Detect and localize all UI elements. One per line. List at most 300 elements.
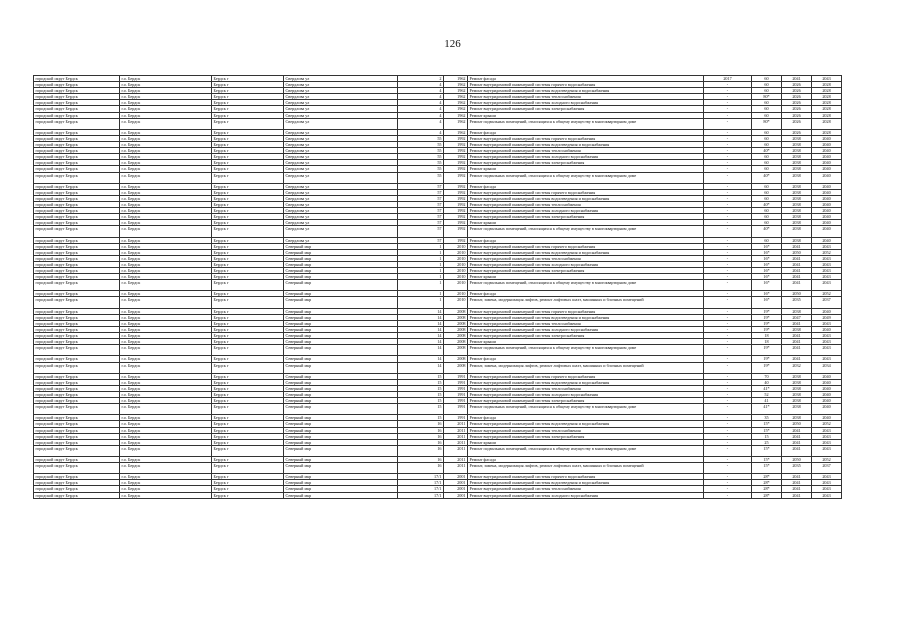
build-year-cell: 1992	[444, 195, 468, 201]
end-year-cell: 2040	[812, 208, 842, 214]
end-year-cell: 2037	[812, 463, 842, 474]
house-number-cell: 17/1	[398, 486, 444, 492]
house-number-cell: 1	[398, 261, 444, 267]
settlement-cell: г.о. Бердск	[120, 189, 212, 195]
end-year-cell: 2028	[812, 106, 842, 112]
house-number-cell: 14	[398, 326, 444, 332]
work-type-cell: Ремонт фасада	[468, 415, 704, 421]
work-type-cell: Ремонт подвальных помещений, относящихся к общему имуществу в многоквартирном доме	[468, 445, 704, 456]
end-year-cell: 2043	[812, 76, 842, 82]
settlement-cell: г.о. Бердск	[120, 457, 212, 463]
municipality-cell: городской округ Бердск	[34, 154, 120, 160]
locality-cell: Бердск г	[212, 480, 284, 486]
house-number-cell: 16	[398, 433, 444, 439]
work-type-cell: Ремонт внутридомовой инженерной системы водоотведения и водоснабжения	[468, 142, 704, 148]
house-number-cell: 1	[398, 255, 444, 261]
last-repair-year-cell: -	[704, 345, 752, 356]
end-year-cell: 2040	[812, 391, 842, 397]
work-type-cell: Ремонт внутридомовой инженерной системы теплоснабжения	[468, 201, 704, 207]
wear-percent-cell: 40*	[752, 172, 782, 183]
settlement-cell: г.о. Бердск	[120, 142, 212, 148]
locality-cell: Бердск г	[212, 486, 284, 492]
build-year-cell: 1962	[444, 94, 468, 100]
settlement-cell: г.о. Бердск	[120, 135, 212, 141]
start-year-cell: 2041	[782, 261, 812, 267]
table-row	[34, 280, 842, 291]
municipality-cell: городской округ Бердск	[34, 237, 120, 243]
work-type-cell: Ремонт фасада	[468, 457, 704, 463]
street-cell: Северный мкр	[284, 274, 398, 280]
wear-percent-cell: 16*	[752, 291, 782, 297]
last-repair-year-cell: -	[704, 404, 752, 415]
street-cell: Северный мкр	[284, 439, 398, 445]
build-year-cell: 1992	[444, 172, 468, 183]
last-repair-year-cell: -	[704, 255, 752, 261]
work-type-cell: Ремонт, замена, модернизация лифтов, ремонт лифтовых шахт, машинных и блочных помещений	[468, 463, 704, 474]
end-year-cell: 2040	[812, 160, 842, 166]
locality-cell: Бердск г	[212, 474, 284, 480]
house-number-cell: 4	[398, 106, 444, 112]
start-year-cell: 2047	[782, 314, 812, 320]
municipality-cell: городской округ Бердск	[34, 201, 120, 207]
start-year-cell: 2041	[782, 280, 812, 291]
settlement-cell: г.о. Бердск	[120, 214, 212, 220]
locality-cell: Бердск г	[212, 433, 284, 439]
work-type-cell: Ремонт внутридомовой инженерной системы горячего водоснабжения	[468, 373, 704, 379]
end-year-cell: 2043	[812, 433, 842, 439]
end-year-cell: 2040	[812, 195, 842, 201]
house-number-cell: 57	[398, 208, 444, 214]
house-number-cell: 4	[398, 94, 444, 100]
work-type-cell: Ремонт подвальных помещений, относящихся к общему имуществу в многоквартирном доме	[468, 345, 704, 356]
street-cell: Свердлова ул	[284, 195, 398, 201]
street-cell: Свердлова ул	[284, 106, 398, 112]
street-cell: Северный мкр	[284, 280, 398, 291]
house-number-cell: 55	[398, 172, 444, 183]
start-year-cell: 2038	[782, 166, 812, 172]
street-cell: Северный мкр	[284, 427, 398, 433]
street-cell: Свердлова ул	[284, 94, 398, 100]
wear-percent-cell: 15*	[752, 427, 782, 433]
last-repair-year-cell: -	[704, 379, 752, 385]
work-type-cell: Ремонт фасада	[468, 76, 704, 82]
municipality-cell: городской округ Бердск	[34, 249, 120, 255]
work-type-cell: Ремонт внутридомовой инженерной системы холодного водоснабжения	[468, 326, 704, 332]
wear-percent-cell: 35	[752, 415, 782, 421]
last-repair-year-cell: -	[704, 373, 752, 379]
last-repair-year-cell: -	[704, 160, 752, 166]
house-number-cell: 15	[398, 373, 444, 379]
locality-cell: Бердск г	[212, 339, 284, 345]
build-year-cell: 2010	[444, 255, 468, 261]
last-repair-year-cell: -	[704, 118, 752, 129]
end-year-cell: 2040	[812, 415, 842, 421]
municipality-cell: городской округ Бердск	[34, 356, 120, 362]
start-year-cell: 2041	[782, 486, 812, 492]
locality-cell: Бердск г	[212, 148, 284, 154]
work-type-cell: Ремонт внутридомовой инженерной системы теплоснабжения	[468, 427, 704, 433]
settlement-cell: г.о. Бердск	[120, 391, 212, 397]
end-year-cell: 2040	[812, 226, 842, 237]
end-year-cell: 2043	[812, 320, 842, 326]
locality-cell: Бердск г	[212, 362, 284, 373]
work-type-cell: Ремонт внутридомовой инженерной системы водоотведения и водоснабжения	[468, 421, 704, 427]
street-cell: Свердлова ул	[284, 118, 398, 129]
wear-percent-cell: 60	[752, 129, 782, 135]
house-number-cell: 1	[398, 243, 444, 249]
build-year-cell: 1962	[444, 112, 468, 118]
build-year-cell: 1992	[444, 220, 468, 226]
house-number-cell: 4	[398, 88, 444, 94]
last-repair-year-cell: -	[704, 154, 752, 160]
last-repair-year-cell: -	[704, 129, 752, 135]
municipality-cell: городской округ Бердск	[34, 208, 120, 214]
build-year-cell: 2008	[444, 320, 468, 326]
build-year-cell: 2010	[444, 297, 468, 308]
settlement-cell: г.о. Бердск	[120, 154, 212, 160]
start-year-cell: 2041	[782, 427, 812, 433]
municipality-cell: городской округ Бердск	[34, 480, 120, 486]
house-number-cell: 17/1	[398, 474, 444, 480]
last-repair-year-cell: -	[704, 226, 752, 237]
build-year-cell: 1992	[444, 148, 468, 154]
start-year-cell: 2050	[782, 421, 812, 427]
locality-cell: Бердск г	[212, 160, 284, 166]
end-year-cell: 2040	[812, 214, 842, 220]
end-year-cell: 2028	[812, 82, 842, 88]
last-repair-year-cell: -	[704, 339, 752, 345]
settlement-cell: г.о. Бердск	[120, 76, 212, 82]
street-cell: Свердлова ул	[284, 129, 398, 135]
start-year-cell: 2041	[782, 76, 812, 82]
municipality-cell: городской округ Бердск	[34, 433, 120, 439]
start-year-cell: 2038	[782, 398, 812, 404]
build-year-cell: 2010	[444, 291, 468, 297]
work-type-cell: Ремонт крыши	[468, 439, 704, 445]
last-repair-year-cell: -	[704, 106, 752, 112]
build-year-cell: 2011	[444, 421, 468, 427]
street-cell: Северный мкр	[284, 457, 398, 463]
start-year-cell: 2038	[782, 379, 812, 385]
settlement-cell: г.о. Бердск	[120, 129, 212, 135]
settlement-cell: г.о. Бердск	[120, 474, 212, 480]
house-number-cell: 55	[398, 160, 444, 166]
street-cell: Свердлова ул	[284, 135, 398, 141]
last-repair-year-cell: -	[704, 486, 752, 492]
build-year-cell: 2011	[444, 433, 468, 439]
locality-cell: Бердск г	[212, 249, 284, 255]
municipality-cell: городской округ Бердск	[34, 148, 120, 154]
settlement-cell: г.о. Бердск	[120, 172, 212, 183]
work-type-cell: Ремонт фасада	[468, 291, 704, 297]
municipality-cell: городской округ Бердск	[34, 76, 120, 82]
work-type-cell: Ремонт внутридомовой инженерной системы холодного водоснабжения	[468, 391, 704, 397]
municipality-cell: городской округ Бердск	[34, 268, 120, 274]
end-year-cell: 2040	[812, 148, 842, 154]
settlement-cell: г.о. Бердск	[120, 94, 212, 100]
house-number-cell: 1	[398, 297, 444, 308]
start-year-cell: 2026	[782, 94, 812, 100]
build-year-cell: 2008	[444, 314, 468, 320]
settlement-cell: г.о. Бердск	[120, 255, 212, 261]
work-type-cell: Ремонт внутридомовой инженерной системы горячего водоснабжения	[468, 82, 704, 88]
last-repair-year-cell: -	[704, 249, 752, 255]
locality-cell: Бердск г	[212, 82, 284, 88]
street-cell: Северный мкр	[284, 391, 398, 397]
wear-percent-cell: 18	[752, 333, 782, 339]
last-repair-year-cell: -	[704, 463, 752, 474]
municipality-cell: городской округ Бердск	[34, 195, 120, 201]
wear-percent-cell: 16*	[752, 297, 782, 308]
last-repair-year-cell: -	[704, 214, 752, 220]
work-type-cell: Ремонт подвальных помещений, относящихся к общему имуществу в многоквартирном доме	[468, 404, 704, 415]
locality-cell: Бердск г	[212, 398, 284, 404]
end-year-cell: 2043	[812, 243, 842, 249]
house-number-cell: 16	[398, 421, 444, 427]
municipality-cell: городской округ Бердск	[34, 166, 120, 172]
end-year-cell: 2028	[812, 112, 842, 118]
street-cell: Свердлова ул	[284, 183, 398, 189]
locality-cell: Бердск г	[212, 208, 284, 214]
settlement-cell: г.о. Бердск	[120, 379, 212, 385]
last-repair-year-cell: -	[704, 433, 752, 439]
house-number-cell: 16	[398, 445, 444, 456]
street-cell: Северный мкр	[284, 333, 398, 339]
house-number-cell: 14	[398, 314, 444, 320]
last-repair-year-cell: -	[704, 391, 752, 397]
end-year-cell: 2040	[812, 142, 842, 148]
street-cell: Северный мкр	[284, 326, 398, 332]
municipality-cell: городской округ Бердск	[34, 474, 120, 480]
build-year-cell: 1991	[444, 415, 468, 421]
end-year-cell: 2040	[812, 398, 842, 404]
settlement-cell: г.о. Бердск	[120, 166, 212, 172]
municipality-cell: городской округ Бердск	[34, 88, 120, 94]
street-cell: Северный мкр	[284, 268, 398, 274]
settlement-cell: г.о. Бердск	[120, 439, 212, 445]
work-type-cell: Ремонт внутридомовой инженерной системы электроснабжения	[468, 106, 704, 112]
end-year-cell: 2040	[812, 379, 842, 385]
start-year-cell: 2038	[782, 195, 812, 201]
locality-cell: Бердск г	[212, 421, 284, 427]
start-year-cell: 2026	[782, 118, 812, 129]
page-number: 126	[444, 38, 461, 50]
street-cell: Северный мкр	[284, 492, 398, 498]
last-repair-year-cell: -	[704, 243, 752, 249]
last-repair-year-cell: -	[704, 415, 752, 421]
end-year-cell: 2052	[812, 421, 842, 427]
street-cell: Свердлова ул	[284, 172, 398, 183]
end-year-cell: 2043	[812, 268, 842, 274]
work-type-cell: Ремонт внутридомовой инженерной системы электроснабжения	[468, 333, 704, 339]
work-type-cell: Ремонт внутридомовой инженерной системы электроснабжения	[468, 268, 704, 274]
street-cell: Свердлова ул	[284, 208, 398, 214]
table-row	[34, 463, 842, 474]
settlement-cell: г.о. Бердск	[120, 362, 212, 373]
start-year-cell: 2038	[782, 220, 812, 226]
work-type-cell: Ремонт фасада	[468, 237, 704, 243]
start-year-cell: 2041	[782, 345, 812, 356]
build-year-cell: 1962	[444, 100, 468, 106]
settlement-cell: г.о. Бердск	[120, 82, 212, 88]
end-year-cell: 2040	[812, 201, 842, 207]
house-number-cell: 57	[398, 220, 444, 226]
end-year-cell: 2040	[812, 385, 842, 391]
end-year-cell: 2043	[812, 333, 842, 339]
build-year-cell: 1992	[444, 166, 468, 172]
house-number-cell: 57	[398, 226, 444, 237]
locality-cell: Бердск г	[212, 88, 284, 94]
wear-percent-cell: 60	[752, 183, 782, 189]
work-type-cell: Ремонт внутридомовой инженерной системы горячего водоснабжения	[468, 474, 704, 480]
wear-percent-cell: 60	[752, 237, 782, 243]
settlement-cell: г.о. Бердск	[120, 445, 212, 456]
build-year-cell: 2011	[444, 427, 468, 433]
settlement-cell: г.о. Бердск	[120, 280, 212, 291]
build-year-cell: 1992	[444, 201, 468, 207]
work-type-cell: Ремонт подвальных помещений, относящихся к общему имуществу в многоквартирном доме	[468, 280, 704, 291]
end-year-cell: 2040	[812, 326, 842, 332]
work-type-cell: Ремонт внутридомовой инженерной системы электроснабжения	[468, 433, 704, 439]
work-type-cell: Ремонт внутридомовой инженерной системы холодного водоснабжения	[468, 261, 704, 267]
build-year-cell: 1991	[444, 379, 468, 385]
last-repair-year-cell: -	[704, 148, 752, 154]
start-year-cell: 2038	[782, 142, 812, 148]
work-type-cell: Ремонт внутридомовой инженерной системы горячего водоснабжения	[468, 189, 704, 195]
start-year-cell: 2026	[782, 82, 812, 88]
house-number-cell: 16	[398, 427, 444, 433]
end-year-cell: 2040	[812, 154, 842, 160]
end-year-cell: 2043	[812, 274, 842, 280]
build-year-cell: 2008	[444, 339, 468, 345]
wear-percent-cell: 40	[752, 379, 782, 385]
end-year-cell: 2040	[812, 189, 842, 195]
start-year-cell: 2050	[782, 291, 812, 297]
wear-percent-cell: 80*	[752, 94, 782, 100]
last-repair-year-cell: -	[704, 220, 752, 226]
work-type-cell: Ремонт, замена, модернизация лифтов, ремонт лифтовых шахт, машинных и блочных помещений	[468, 362, 704, 373]
locality-cell: Бердск г	[212, 135, 284, 141]
wear-percent-cell: 28*	[752, 474, 782, 480]
build-year-cell: 1962	[444, 88, 468, 94]
house-number-cell: 4	[398, 112, 444, 118]
house-number-cell: 55	[398, 154, 444, 160]
work-type-cell: Ремонт фасада	[468, 183, 704, 189]
last-repair-year-cell: -	[704, 297, 752, 308]
wear-percent-cell: 60	[752, 154, 782, 160]
municipality-cell: городской округ Бердск	[34, 445, 120, 456]
end-year-cell: 2052	[812, 291, 842, 297]
house-number-cell: 14	[398, 339, 444, 345]
start-year-cell: 2038	[782, 160, 812, 166]
last-repair-year-cell: -	[704, 237, 752, 243]
work-type-cell: Ремонт подвальных помещений, относящихся к общему имуществу в многоквартирном доме	[468, 226, 704, 237]
locality-cell: Бердск г	[212, 356, 284, 362]
work-type-cell: Ремонт подвальных помещений, относящихся к общему имуществу в многоквартирном доме	[468, 118, 704, 129]
house-number-cell: 57	[398, 183, 444, 189]
municipality-cell: городской округ Бердск	[34, 463, 120, 474]
locality-cell: Бердск г	[212, 297, 284, 308]
repair-schedule-table	[33, 75, 842, 499]
municipality-cell: городской округ Бердск	[34, 373, 120, 379]
end-year-cell: 2040	[812, 220, 842, 226]
street-cell: Свердлова ул	[284, 100, 398, 106]
municipality-cell: городской округ Бердск	[34, 261, 120, 267]
start-year-cell: 2038	[782, 373, 812, 379]
start-year-cell: 2038	[782, 135, 812, 141]
municipality-cell: городской округ Бердск	[34, 226, 120, 237]
settlement-cell: г.о. Бердск	[120, 243, 212, 249]
house-number-cell: 17/1	[398, 480, 444, 486]
street-cell: Северный мкр	[284, 320, 398, 326]
end-year-cell: 2040	[812, 183, 842, 189]
start-year-cell: 2038	[782, 183, 812, 189]
end-year-cell: 2052	[812, 249, 842, 255]
settlement-cell: г.о. Бердск	[120, 486, 212, 492]
start-year-cell: 2026	[782, 129, 812, 135]
wear-percent-cell: 60	[752, 106, 782, 112]
house-number-cell: 16	[398, 457, 444, 463]
locality-cell: Бердск г	[212, 314, 284, 320]
wear-percent-cell: 60	[752, 135, 782, 141]
end-year-cell: 2040	[812, 172, 842, 183]
start-year-cell: 2038	[782, 237, 812, 243]
last-repair-year-cell: -	[704, 427, 752, 433]
wear-percent-cell: 15	[752, 433, 782, 439]
start-year-cell: 2038	[782, 208, 812, 214]
settlement-cell: г.о. Бердск	[120, 373, 212, 379]
municipality-cell: городской округ Бердск	[34, 439, 120, 445]
build-year-cell: 1992	[444, 154, 468, 160]
municipality-cell: городской округ Бердск	[34, 189, 120, 195]
locality-cell: Бердск г	[212, 106, 284, 112]
locality-cell: Бердск г	[212, 320, 284, 326]
settlement-cell: г.о. Бердск	[120, 237, 212, 243]
end-year-cell: 2043	[812, 255, 842, 261]
start-year-cell: 2041	[782, 339, 812, 345]
house-number-cell: 1	[398, 274, 444, 280]
locality-cell: Бердск г	[212, 379, 284, 385]
locality-cell: Бердск г	[212, 274, 284, 280]
settlement-cell: г.о. Бердск	[120, 106, 212, 112]
end-year-cell: 2043	[812, 445, 842, 456]
street-cell: Свердлова ул	[284, 237, 398, 243]
wear-percent-cell: 60	[752, 88, 782, 94]
locality-cell: Бердск г	[212, 385, 284, 391]
wear-percent-cell: 60	[752, 76, 782, 82]
last-repair-year-cell: -	[704, 88, 752, 94]
municipality-cell: городской округ Бердск	[34, 391, 120, 397]
start-year-cell: 2050	[782, 249, 812, 255]
settlement-cell: г.о. Бердск	[120, 201, 212, 207]
end-year-cell: 2043	[812, 474, 842, 480]
table-row	[34, 226, 842, 237]
settlement-cell: г.о. Бердск	[120, 183, 212, 189]
street-cell: Свердлова ул	[284, 82, 398, 88]
street-cell: Северный мкр	[284, 421, 398, 427]
last-repair-year-cell: -	[704, 314, 752, 320]
house-number-cell: 14	[398, 345, 444, 356]
locality-cell: Бердск г	[212, 427, 284, 433]
municipality-cell: городской округ Бердск	[34, 345, 120, 356]
municipality-cell: городской округ Бердск	[34, 404, 120, 415]
house-number-cell: 55	[398, 148, 444, 154]
last-repair-year-cell: -	[704, 94, 752, 100]
house-number-cell: 14	[398, 308, 444, 314]
street-cell: Северный мкр	[284, 339, 398, 345]
street-cell: Северный мкр	[284, 398, 398, 404]
settlement-cell: г.о. Бердск	[120, 314, 212, 320]
